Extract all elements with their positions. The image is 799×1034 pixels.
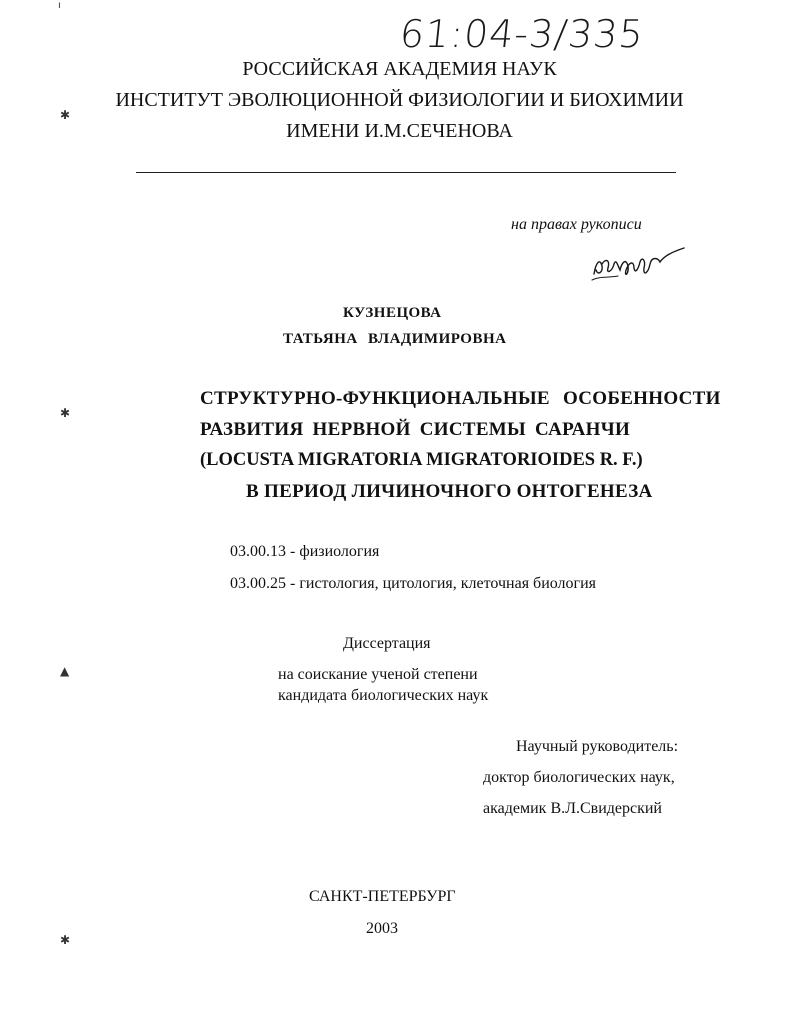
header-institute: ИНСТИТУТ ЭВОЛЮЦИОННОЙ ФИЗИОЛОГИИ И БИОХИМИИ	[115, 89, 684, 111]
archive-number: 61:04-3/335	[397, 12, 647, 56]
specialty-physiology: 03.00.13 - физиология	[230, 543, 380, 560]
supervisor-degree: доктор биологических наук,	[483, 769, 675, 786]
title-line-4: В ПЕРИОД ЛИЧИНОЧНОГО ОНТОГЕНЕЗА	[246, 481, 653, 502]
supervisor-name: академик В.Л.Свидерский	[483, 800, 662, 817]
year: 2003	[366, 920, 398, 937]
author-signature	[588, 240, 688, 285]
author-given-names: ТАТЬЯНА ВЛАДИМИРОВНА	[283, 331, 507, 347]
supervisor-label: Научный руководитель:	[516, 738, 679, 755]
title-line-3: (LOCUSTA MIGRATORIA MIGRATORIOIDES R. F.)	[200, 450, 643, 470]
margin-mark-icon: ✱	[60, 406, 71, 420]
title-line-1: СТРУКТУРНО-ФУНКЦИОНАЛЬНЫЕ ОСОБЕННОСТИ	[200, 388, 721, 409]
specialty-histology: 03.00.25 - гистология, цитология, клеточная биология	[230, 575, 597, 592]
dissertation-degree-line-1: на соискание ученой степени	[278, 666, 478, 683]
dissertation-degree-line-2: кандидата биологических наук	[278, 687, 489, 704]
header-academy: РОССИЙСКАЯ АКАДЕМИЯ НАУК	[242, 58, 557, 80]
rights-note: на правах рукописи	[511, 216, 642, 233]
author-surname: КУЗНЕЦОВА	[343, 305, 442, 321]
margin-mark-icon: ✱	[60, 108, 71, 122]
margin-mark-icon: ▲	[60, 664, 70, 678]
margin-mark-icon: ✱	[60, 933, 71, 947]
header-named-after: ИМЕНИ И.М.СЕЧЕНОВА	[286, 120, 513, 142]
city: САНКТ-ПЕТЕРБУРГ	[309, 888, 456, 905]
header-divider	[136, 172, 676, 173]
dissertation-label: Диссертация	[343, 635, 431, 652]
title-line-2: РАЗВИТИЯ НЕРВНОЙ СИСТЕМЫ САРАНЧИ	[200, 419, 631, 440]
margin-tick-icon: ı	[58, 0, 61, 11]
